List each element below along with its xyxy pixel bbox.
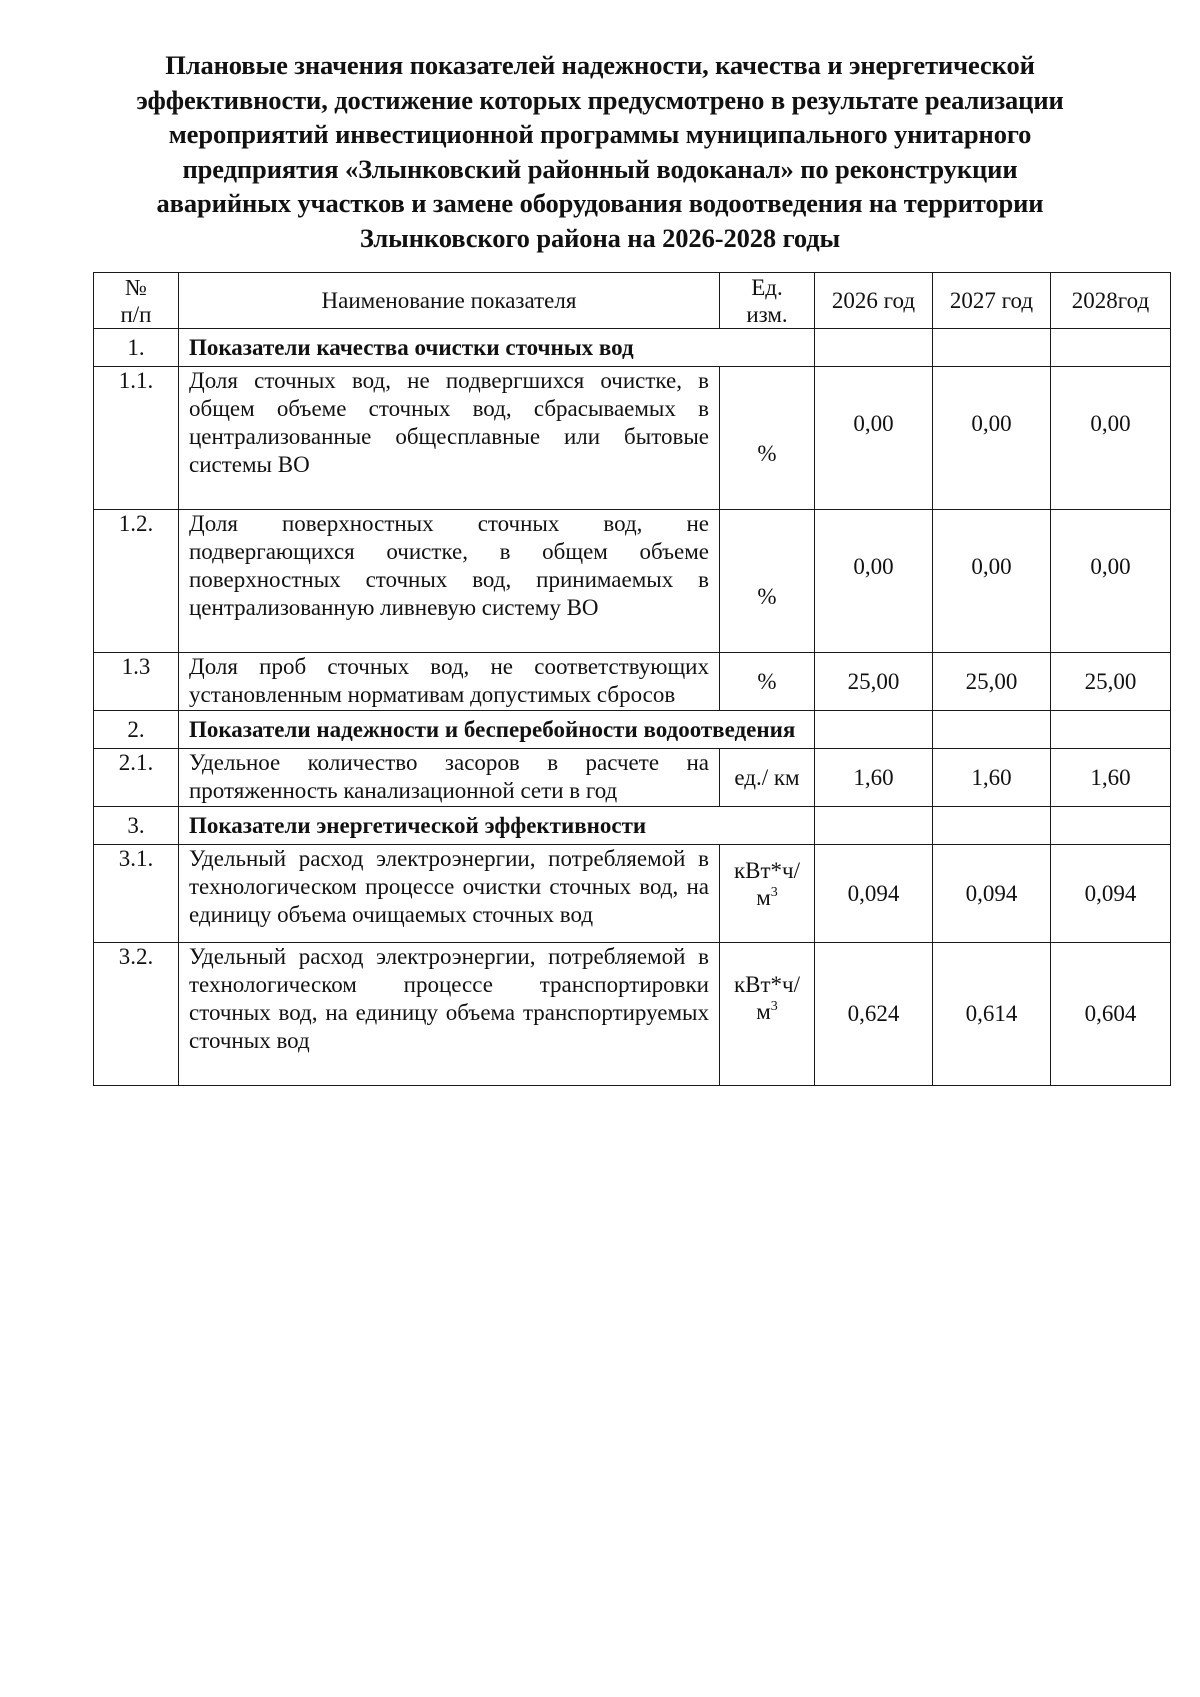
row-unit: %: [720, 510, 815, 653]
row-value-2026: 0,00: [815, 367, 933, 510]
row-unit-superscript: 3: [770, 885, 778, 900]
empty-cell: [933, 711, 1051, 749]
empty-cell: [1051, 711, 1171, 749]
header-name: Наименование показателя: [179, 273, 720, 329]
row-value-2028: 0,094: [1051, 845, 1171, 943]
table-row: [94, 367, 1171, 510]
row-unit: [720, 845, 815, 943]
empty-cell: [933, 329, 1051, 367]
row-unit: %: [720, 367, 815, 510]
section-title: Показатели качества очистки сточных вод: [179, 329, 815, 367]
title-line: эффективности, достижение которых предусмотрено в результате реализации: [136, 84, 1064, 115]
header-unit-line1: Ед.: [751, 274, 783, 300]
section-num: 3.: [94, 807, 179, 845]
section-row: [94, 329, 1171, 367]
row-name: Доля сточных вод, не подвергшихся очистке, в общем объеме сточных вод, сбрасываемых в централизованные общесплавные или бытовые системы ВО: [179, 367, 720, 510]
section-num: 2.: [94, 711, 179, 749]
table-row: [94, 749, 1171, 807]
row-value-2026: 0,00: [815, 510, 933, 653]
row-value-2027: 0,614: [933, 943, 1051, 1086]
empty-cell: [815, 807, 933, 845]
document-title: [100, 48, 1100, 255]
title-line: Плановые значения показателей надежности, качества и энергетической: [165, 50, 1035, 80]
row-unit: %: [720, 653, 815, 711]
row-num: 3.1.: [94, 845, 179, 943]
row-num: 1.1.: [94, 367, 179, 510]
row-num: 1.2.: [94, 510, 179, 653]
table-row: [94, 943, 1171, 1086]
row-value-2027: 1,60: [933, 749, 1051, 807]
header-year-2028: 2028год: [1051, 273, 1171, 329]
row-num: 3.2.: [94, 943, 179, 1086]
section-title: Показатели надежности и бесперебойности водоотведения: [179, 711, 815, 749]
title-line: предприятия «Злынковский районный водоканал» по реконструкции: [182, 153, 1018, 184]
row-name: Доля проб сточных вод, не соответствующих установленным нормативам допустимых сбросов: [179, 653, 720, 711]
row-unit-superscript: 3: [770, 999, 778, 1014]
title-line: аварийных участков и замене оборудования водоотведения на территории: [156, 188, 1044, 218]
table-header-row: [94, 273, 1171, 329]
section-row: [94, 807, 1171, 845]
row-name: Удельный расход электроэнергии, потребляемой в технологическом процессе очистки сточных вод, на единицу объема очищаемых сточных вод: [179, 845, 720, 943]
row-name: Доля поверхностных сточных вод, не подвергающихся очистке, в общем объеме поверхностных сточных вод, принимаемых в централизованную ливневую систему ВО: [179, 510, 720, 653]
row-value-2027: 0,094: [933, 845, 1051, 943]
table-row: [94, 845, 1171, 943]
row-unit-main: кВт*ч/ м: [733, 972, 801, 1024]
row-num: 2.1.: [94, 749, 179, 807]
row-value-2028: 0,604: [1051, 943, 1171, 1086]
row-value-2028: 0,00: [1051, 510, 1171, 653]
title-line: мероприятий инвестиционной программы муниципального унитарного: [168, 119, 1032, 149]
header-year-2027: 2027 год: [933, 273, 1051, 329]
row-value-2027: 0,00: [933, 510, 1051, 653]
empty-cell: [1051, 807, 1171, 845]
row-value-2028: 0,00: [1051, 367, 1171, 510]
row-value-2028: 25,00: [1051, 653, 1171, 711]
section-title: Показатели энергетической эффективности: [179, 807, 815, 845]
row-unit: ед./ км: [720, 749, 815, 807]
row-unit-main: кВт*ч/ м: [733, 858, 801, 910]
header-num-label: п/п: [120, 301, 152, 327]
row-value-2027: 25,00: [933, 653, 1051, 711]
empty-cell: [933, 807, 1051, 845]
title-line: Злынковского района на 2026-2028 годы: [359, 222, 841, 253]
row-value-2027: 0,00: [933, 367, 1051, 510]
header-unit-line2: изм.: [746, 301, 788, 327]
indicators-table: [93, 272, 1171, 1086]
row-name: Удельный расход электроэнергии, потребляемой в технологическом процессе транспортировки сточных вод, на единицу объема транспортируемых сточных вод: [179, 943, 720, 1086]
row-value-2026: 0,094: [815, 845, 933, 943]
row-value-2026: 25,00: [815, 653, 933, 711]
row-num: 1.3: [94, 653, 179, 711]
table-row: [94, 510, 1171, 653]
row-value-2026: 0,624: [815, 943, 933, 1086]
header-num: [94, 273, 179, 329]
header-year-2026: 2026 год: [815, 273, 933, 329]
section-num: 1.: [94, 329, 179, 367]
section-row: [94, 711, 1171, 749]
table-row: [94, 653, 1171, 711]
row-value-2026: 1,60: [815, 749, 933, 807]
empty-cell: [815, 711, 933, 749]
row-value-2028: 1,60: [1051, 749, 1171, 807]
empty-cell: [815, 329, 933, 367]
header-unit: [720, 273, 815, 329]
empty-cell: [1051, 329, 1171, 367]
row-name: Удельное количество засоров в расчете на протяженность канализационной сети в год: [179, 749, 720, 807]
header-num-symbol: №: [125, 274, 147, 300]
row-unit: [720, 943, 815, 1086]
